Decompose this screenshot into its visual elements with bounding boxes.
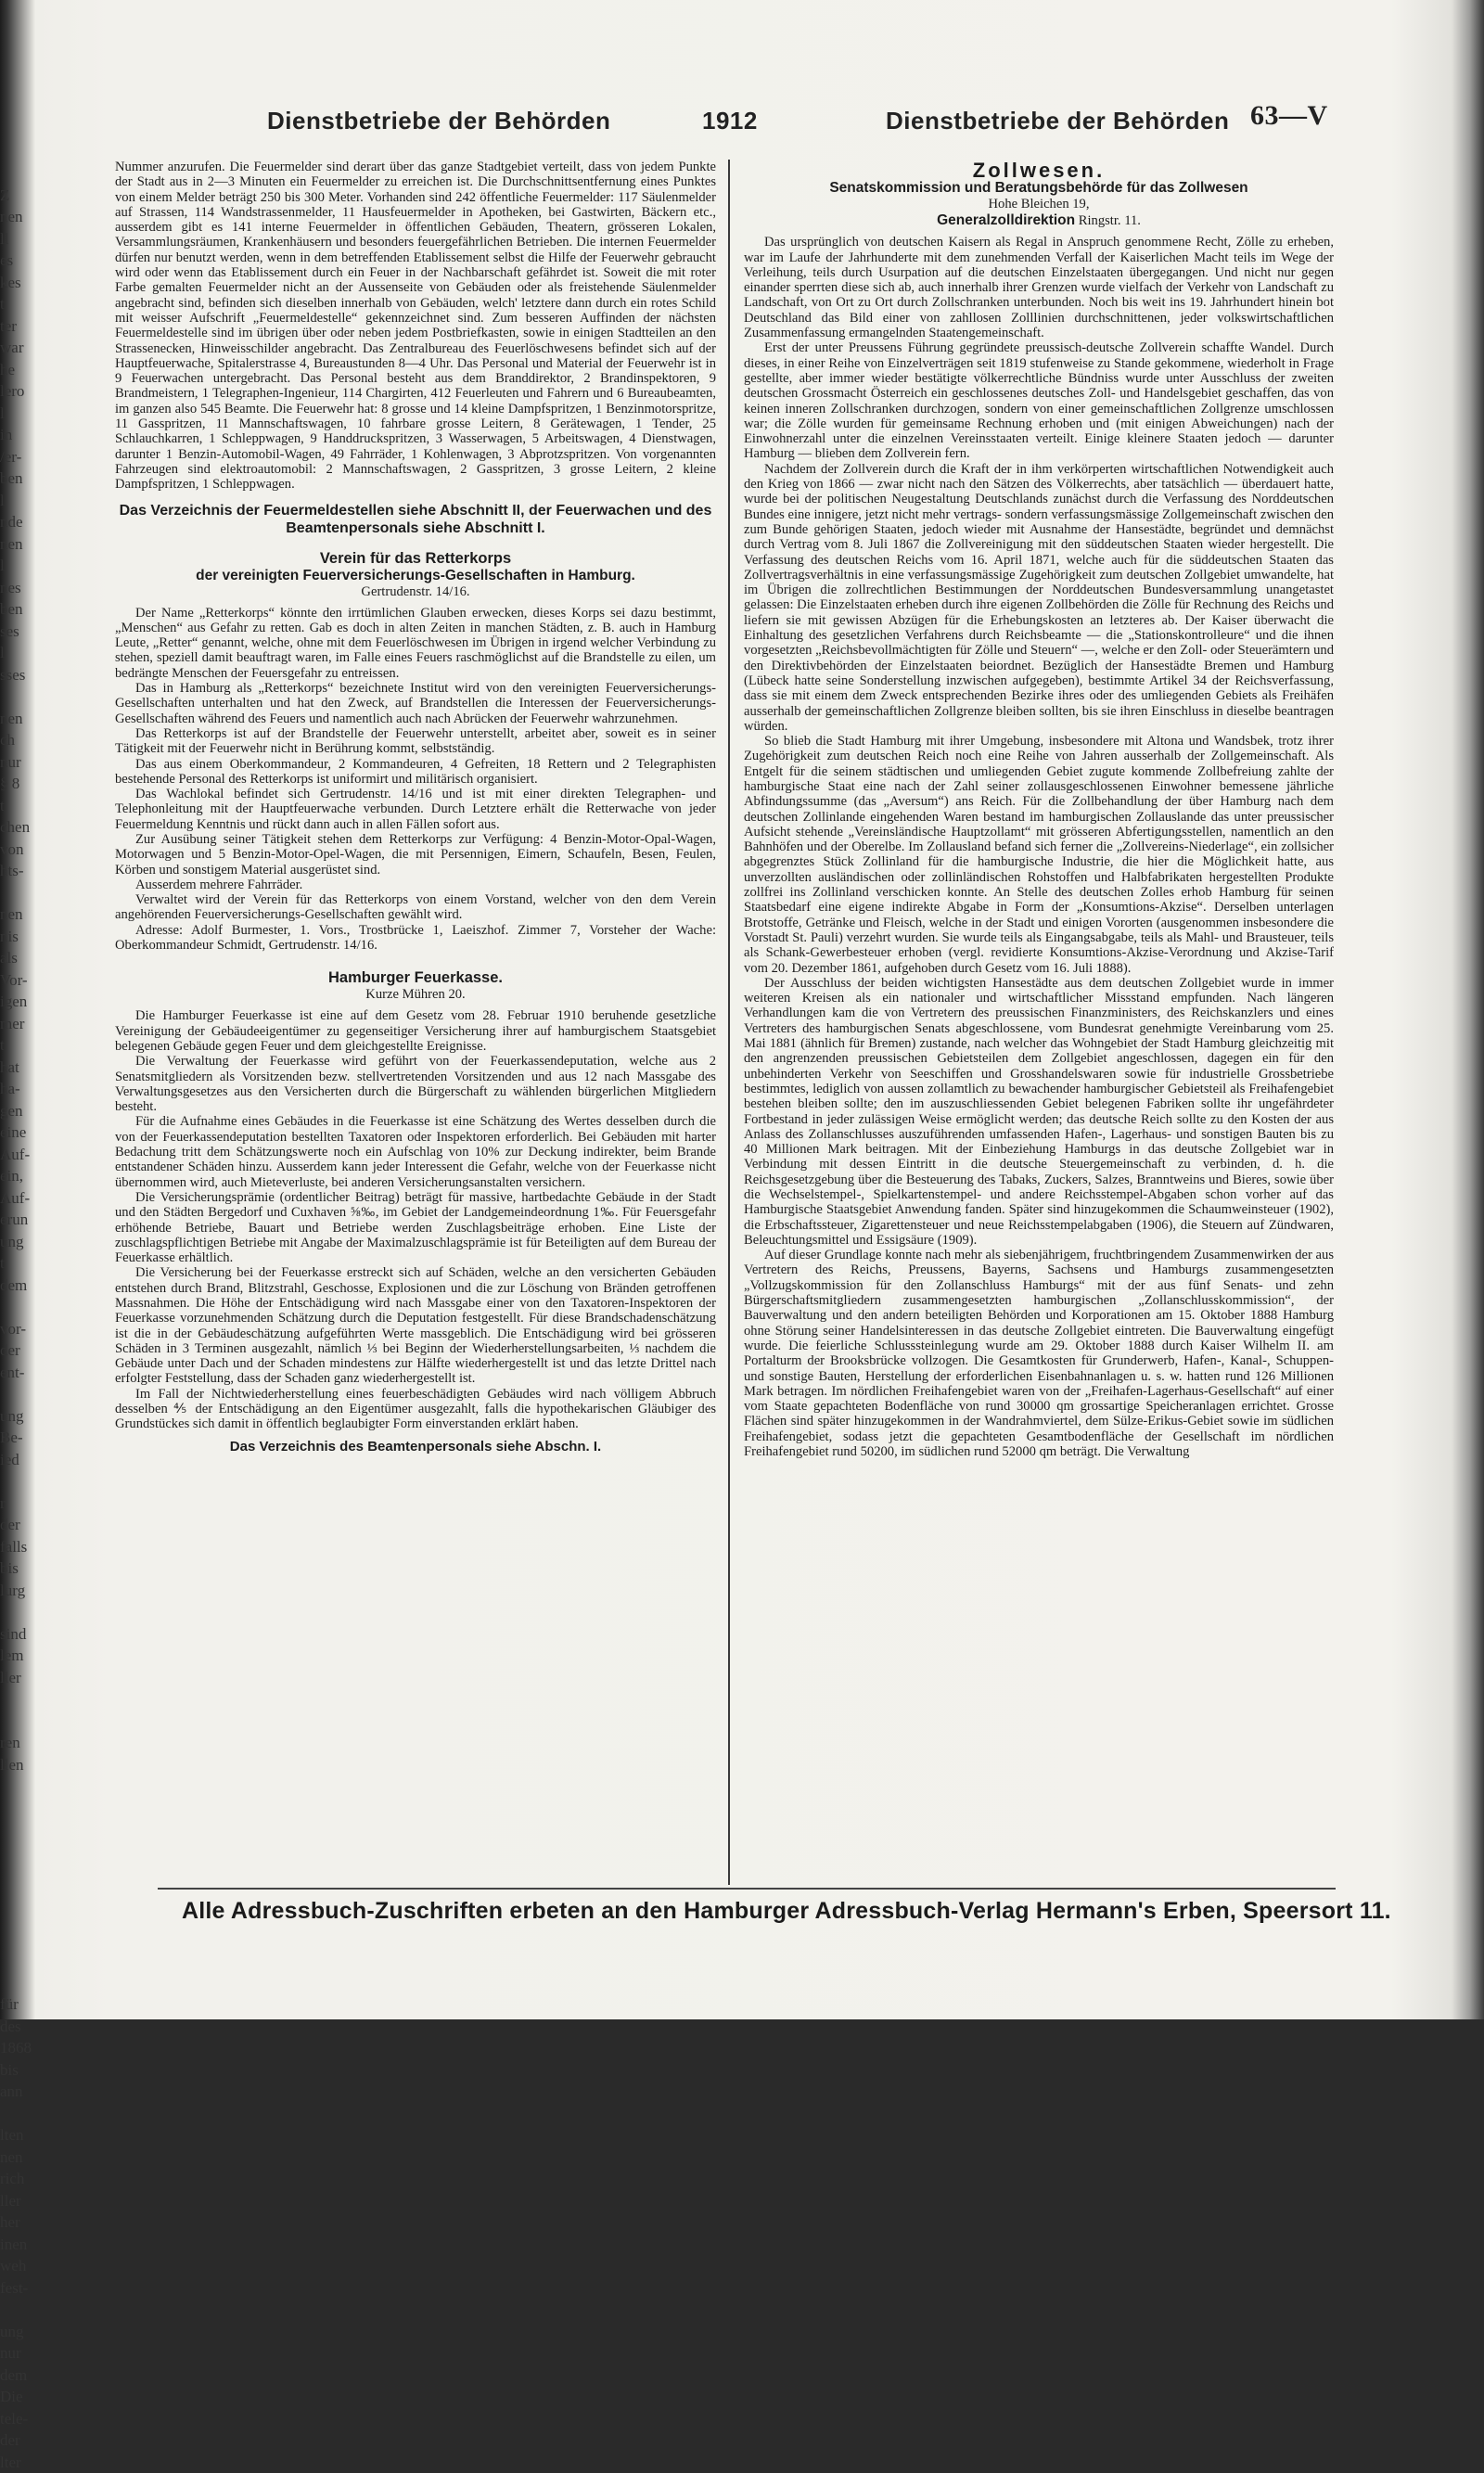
margin-fragment: nur <box>0 2342 37 2364</box>
margin-fragment <box>0 1863 37 1885</box>
zollwesen-subheading: Senatskommission und Beratungsbehörde für das Zollwesen <box>744 180 1334 197</box>
intro-paragraph: Nummer anzurufen. Die Feuermelder sind derart über das ganze Stadtgebiet verteilt, dass von jedem Punkte der Stadt aus in 2—3 Minuten ein Feuermelder zu erreichen ist. Die Durchschnittsentfernung eines Punktes von einem Melder beträgt 250 bis 300 Meter. Vorhanden sind 242 öffentliche Feuermelder: 117 Säulenmelder auf Strassen, 114 Wandstrassenmelder, 11 Hausfeuermelder in Apotheken, bei Gastwirten, Bäckern etc., ausserdem gibt es 141 interne Feuermelder in öffentlichen Gebäuden, Theatern, grösseren Lokalen, Versammlungsräumen, Krankenhäusern und besonders feuergefährlichen Betrieben. Die internen Feuermelder dürfen nur benutzt werden, wenn in dem betreffenden Etablissement selbst die Hilfe der Feuerwehr gebraucht wird oder wenn das Etablissement durch ein Feuer in der Nachbarschaft gefährdet ist. Soweit die mit roter Farbe gemalten Feuermelder nicht an der Aussenseite von Gebäuden oder als freistehende Säulenmelder angebracht sind, befinden sich dieselben innerhalb von Gebäuden, welch' letztere dann durch ein rotes Schild mit weisser Aufschrift „Feuermeldestelle“ gekennzeichnet sind. Zum besseren Auffinden der nächsten Feuermeldestelle sind im übrigen über oder neben jedem Postbriefkasten, sowie in einigen Stadtteilen an den Strassenecken, Hinweisschilder angebracht. Das Zentralbureau des Feuerlöschwesens befindet sich auf der Hauptfeuerwache, Spitalerstrasse 4, Bureaustunden 8—4 Uhr. Das Personal und Material der Feuerwehr ist in 9 Feuerwachen untergebracht. Das Personal besteht aus dem Branddirektor, 2 Brandinspektoren, 9 Brandmeistern, 1 Telegraphen-Ingenieur, 114 Chargirten, 412 Feuerleuten und Fahrern und 6 Bureaubeamten, im ganzen also 545 Beamte. Die Feuerwehr hat: 8 grosse und 14 kleine Dampfspritzen, 1 Benzinmotorspritze, 11 Gasspritzen, 11 Mannschaftswagen, 10 fahrbare grosse Leitern, 8 Gerätewagen, 1 Tender, 25 Schlauchkarren, 1 Schleppwagen, 9 Handdruckspritzen, 3 Wasserwagen, 5 Arbeitswagen, 4 Dienstwagen, darunter 1 Benzin-Automobil-Wagen, 49 Fahrräder, 1 Kohlenwagen, 3 Abprotzspritzen. Von vorgenannten Fahrzeugen sind elektroautomobil: 2 Mannschaftswagen, 2 Gasspritzen, 3 grosse Leitern, 2 kleine Dampfspritzen, 1 Schleppwagen. <box>115 160 716 493</box>
running-head-year: 1912 <box>702 107 758 135</box>
margin-fragment: Z <box>0 185 37 207</box>
retterkorps-paragraph: Ausserdem mehrere Fahrräder. <box>115 878 716 892</box>
margin-fragment: als <box>0 947 37 969</box>
feuerkasse-paragraph: Im Fall der Nichtwiederherstellung eines feuerbeschädigten Gebäudes wird nach völligem Abbruch desselben ⅘ der Entschädigung an den Eigentümer ausgezahlt, falls die hypothekarischen Gläubiger des Grundstückes sich damit in öffentlich beglaubigter Form einverstanden erklärt haben. <box>115 1387 716 1432</box>
margin-fragment: von <box>0 839 37 861</box>
margin-fragment <box>0 1775 37 1798</box>
publisher-footer: Alle Adressbuch-Zuschriften erbeten an den Hamburger Adressbuch-Verlag Hermann's Erben, Speersort 11. <box>182 1898 1391 1925</box>
feuerkasse-paragraph: Die Hamburger Feuerkasse ist eine auf dem Gesetz vom 28. Februar 1910 beruhende gesetzliche Vereinigung der Gebäudeeigentümer zu gegenseitiger Versicherung ihrer auf hamburgischem Staatsgebiet belegenen Gebäude gegen Feuer und dem gleichgestellte Ereignisse. <box>115 1008 716 1054</box>
left-column <box>115 160 716 1890</box>
margin-fragment: fest- <box>0 2277 37 2300</box>
zollwesen-paragraph: Nachdem der Zollverein durch die Kraft der in ihm verkörperten wirtschaftlichen Notwendigkeit auch den Krieg von 1866 — zwar nicht nach den Sätzen des Völkerrechts, aber tatsächlich — überdauert hatte, wurde bei der politischen Neugestaltung Deutschlands zunächst durch die Verfassung des Norddeutschen Bundes eine innigere, jetzt nicht mehr vertrags- sondern verfassungsmässige Zollgemeinschaft zwischen den zum Bunde gehörigen Staaten, jedoch wieder mit Ausnahme der Hansestädte, begründet und demnächst durch Vertrag vom 8. Juli 1867 die Zollvereinigung mit den süddeutschen Staaten wieder hergestellt. Die Verfassung des deutschen Reichs vom 16. April 1871, welche auch für die süddeutschen Staaten das Zollvertragsverhältnis in eine verfassungsmässige Zugehörigkeit zum deutschen Zollgebiet umwandelte, hat im Übrigen die zollrechtlichen Bestimmungen der Norddeutschen Bundesversammlung unangetastet gelassen: Die Einzelstaaten erheben durch ihre eigenen Zollbehörden die Zölle für Rechnung des Reichs und liefern sie mit gewissen Abzügen für die Erhebungskosten an letzteres ab. Der Kaiser überwacht die Einhaltung des gesetzlichen Verfahrens durch Reichsbeamte — die „Stationskontrolleure“ und die ihnen vorgesetzten „Reichsbevollmächtigten für Zölle und Steuern“ —, welche er den Zoll- oder Steuerämtern und den Direktivbehörden der Einzelstaaten beiordnet. Bezüglich der Hansestädte Bremen und Hamburg (Lübeck hatte seine Sonderstellung inzwischen aufgegeben), bestimmte Artikel 34 der Reichsverfassung, dass sie mit einem dem Zweck entsprechenden Bezirke ihres oder des umliegenden Gebiets als Freihäfen ausserhalb der gemeinschaftlichen Zollgrenze bleiben sollten, bis sie ihren Einschluss in dieselbe beantragen würden. <box>744 462 1334 734</box>
zollwesen-paragraph: So blieb die Stadt Hamburg mit ihrer Umgebung, insbesondere mit Altona und Wandsbek, trotz ihrer Zugehörigkeit zum deutschen Reich noch eine Reihe von Jahren ausserhalb der Zollgemeinschaft. Als Entgelt für die seinem städtischen und umliegenden Gebiet zugute kommende Zollbefreiung zahlte der hamburgische Staat eine nach der Zahl seiner zollausgeschlossenen Einwohner bemessene jährliche Abfindungssumme (das „Aversum“) ans Reich. Für die Zollbehandlung der über Hamburg nach dem deutschen Zollinlande eingehenden Waren bestand im hamburgischen Zollauslande das unter preussischer Aufsicht stehende „Vereinsländische Hauptzollamt“ mit grösseren Abfertigungsstellen, namentlich an den Bahnhöfen und der Oberelbe. Im Zollausland befand sich ferner die „Zollvereins-Niederlage“, ein zollsicher abgegrenztes Stück Zollinland für die hamburgische Industrie, die hier die Möglichkeit hatte, aus unverzollten ausländischen oder zollinländischen Rohstoffen und Halbfabrikaten hergestellten Produkte zollfrei ins Zollinland verschicken konnte. An Stelle des deutschen Zolles erhob Hamburg für seinen Staatsbedarf eine eigene indirekte Abgabe in Form der „Konsumtions-Akzise“. Derselben unterlagen Brotstoffe, Getränke und Fleisch, welche in der Stadt und einigen Vororten (ausgenommen insbesondere die Vorstadt St. Pauli) verzehrt wurden. Sie wurde teils als Eingangsabgabe, teils als Mahl- und Brausteuer, teils als Schank-Gewerbesteuer erhoben (vergl. revidierte Konsumtions-Akzise-Verordnung und Akzise-Tarif vom 20. Dezember 1861, aufgehoben durch Gesetz vom 16. Juli 1888). <box>744 734 1334 976</box>
margin-fragment <box>0 1928 37 1951</box>
margin-fragment: gen <box>0 1100 37 1122</box>
margin-fragment: eine <box>0 1121 37 1144</box>
margin-fragment <box>0 1819 37 1841</box>
margin-fragment: Vor- <box>0 969 37 992</box>
margin-fragment: ses <box>0 621 37 643</box>
margin-fragment: ben <box>0 598 37 621</box>
margin-fragment: l <box>0 403 37 425</box>
margin-fragment: in <box>0 424 37 446</box>
margin-fragment: lter <box>0 2452 37 2473</box>
feuerkasse-paragraph: Die Versicherungsprämie (ordentlicher Beitrag) beträgt für massive, hartbedachte Gebäude in der Stadt und den Städten Bergedorf und Cuxhaven ⅝‰, im Gebiet der Landgemeindeordnung 1‰. Für Feuersgefahr erhöhende Betriebe, Bauart und Betriebe werden Zuschlagsbeiträge erhoben. Eine Liste der zuschlagspflichtigen Betriebe mit Angabe der Maximalzuschlagsprämie ist für Beteiligten auf dem Bureau der Feuerkasse erhältlich. <box>115 1190 716 1265</box>
margin-fragment: ller <box>0 1667 37 1689</box>
margin-fragment: nen <box>0 708 37 730</box>
margin-fragment: t <box>0 795 37 817</box>
margin-fragment <box>0 882 37 904</box>
margin-fragment: der <box>0 1514 37 1536</box>
feuerkasse-heading: Hamburger Feuerkasse. <box>115 969 716 987</box>
margin-fragment: ren <box>0 1732 37 1754</box>
margin-fragment: lurg <box>0 1580 37 1602</box>
margin-fragment: falls <box>0 1536 37 1558</box>
margin-fragment: des <box>0 2016 37 2038</box>
feuerkasse-body <box>115 1008 716 1431</box>
margin-fragment: ung <box>0 1231 37 1253</box>
margin-fragment: r <box>0 1493 37 1515</box>
feuerkasse-paragraph: Die Versicherung bei der Feuerkasse erstreckt sich auf Schäden, welche an den versicherten Gebäuden entstehen durch Brand, Blitzstrahl, Geschosse, Explosionen und die zur Löschung von Bränden getroffenen Massnahmen. Die Höhe der Entschädigung wird nach Massgabe einer von den Taxatoren-Inspektoren der Feuerkasse vorzunehmenden Schätzung durch die Deputation festgestellt. Für diese Brandschadenschätzung ist die in der Gebäudeschätzung aufgeführten Werte massgeblich. Die Entschädigung wird bei grösseren Schäden in 3 Terminen ausgezahlt, nämlich ⅓ bei Beginn der Wiederherstellungsarbeiten, ⅓ nachdem die Gebäude unter Dach und der Schaden mindestens zur Hälfte wiederhergestellt ist und das letzte Drittel nach erfolgter Feststellung, dass der Schaden ganz wiederhergestellt ist. <box>115 1265 716 1386</box>
margin-fragment: Die <box>0 2386 37 2408</box>
margin-fragment: ein, <box>0 1165 37 1187</box>
margin-fragment <box>0 1601 37 1623</box>
retterkorps-paragraph: Das Wachlokal befindet sich Gertrudenstr. 14/16 und ist mit einer direkten Telegraphen- und Telephonleitung mit der Hauptfeuerwache verbunden. Durch Letztere erhält die Retterwache von jeder Feuermeldung Kenntnis und rückt dann auch in allen Fällen sofort aus. <box>115 787 716 832</box>
running-head-left: Dienstbetriebe der Behörden <box>267 107 610 135</box>
margin-fragment: he <box>0 359 37 381</box>
margin-fragment <box>0 1885 37 1907</box>
margin-fragment <box>0 1688 37 1711</box>
zollwesen-address-2: Ringstr. 11. <box>1079 213 1141 228</box>
retterkorps-heading: Verein für das Retterkorps <box>115 550 716 568</box>
margin-fragment: inen <box>0 2234 37 2256</box>
margin-fragment: lten <box>0 2124 37 2146</box>
retterkorps-paragraph: Verwaltet wird der Verein für das Retterkorps von einem Vorstand, welcher von den dem Verein angehörenden Feuerversicherungs-Gesellschaften gewählt wird. <box>115 892 716 923</box>
margin-fragment: ll <box>0 228 37 250</box>
margin-fragment: ung <box>0 2321 37 2343</box>
feuerkasse-address: Kurze Mühren 20. <box>115 987 716 1003</box>
margin-fragment: hat <box>0 1057 37 1079</box>
margin-fragment: lero <box>0 380 37 403</box>
margin-fragment: chen <box>0 816 37 839</box>
feuerkasse-paragraph: Für die Aufnahme eines Gebäudes in die Feuerkasse ist eine Schätzung des Wertes desselben durch die von der Feuerkassendeputation bestellten Taxatoren oder Inspektoren erforderlich. Bei Gebäuden mit harter Bedachung tritt dem Schätzungswerte noch ein Aufschlag von 10% zur Deckung indirekter, beim Brande entstandener Schäden hinzu. Ausserdem kann jeder Interessent die Gefahr, welche von der Feuerkasse nicht übernommen wird, auch Mieteverluste, bei anderen Versicherungsanstalten versichern. <box>115 1114 716 1189</box>
margin-fragment <box>0 1972 37 1994</box>
zollwesen-address-1: Hohe Bleichen 19, <box>744 197 1334 212</box>
margin-fragment: ha- <box>0 1078 37 1100</box>
margin-fragment: mer <box>0 1013 37 1035</box>
margin-fragment <box>0 1470 37 1493</box>
retterkorps-paragraph: Das Retterkorps ist auf der Brandstelle der Feuerwehr unterstellt, arbeitet aber, soweit es in seiner Tätigkeit mit der Feuerwehr nicht in Berührung kommt, selbstständig. <box>115 726 716 757</box>
margin-fragment: nen <box>0 2146 37 2169</box>
margin-fragment: kes <box>0 272 37 294</box>
margin-fragment: weh <box>0 2255 37 2277</box>
margin-fragment: t <box>0 293 37 315</box>
margin-fragment: § 8 <box>0 773 37 795</box>
margin-fragment: ung <box>0 1405 37 1428</box>
margin-fragment: l <box>0 490 37 512</box>
retterkorps-body <box>115 606 716 954</box>
margin-fragment: ent- <box>0 1362 37 1384</box>
margin-fragment <box>0 686 37 708</box>
margin-fragment: es <box>0 250 37 272</box>
margin-fragment <box>0 2103 37 2125</box>
margin-fragment: 1868 <box>0 2037 37 2059</box>
margin-fragment: sses <box>0 664 37 686</box>
running-head-right: Dienstbetriebe der Behörden <box>886 107 1229 135</box>
margin-fragment: lem <box>0 1645 37 1667</box>
column-divider <box>728 160 730 1885</box>
margin-fragment <box>0 1798 37 1820</box>
zollwesen-heading: Zollwesen. <box>744 163 1334 178</box>
margin-fragment: war <box>0 337 37 359</box>
page-number: 63—V <box>1250 100 1328 132</box>
margin-fragment <box>0 1950 37 1972</box>
margin-fragment: bis <box>0 1557 37 1580</box>
margin-fragment: nen <box>0 206 37 228</box>
margin-fragment: tele- <box>0 2408 37 2430</box>
margin-fragment: nde <box>0 511 37 533</box>
zollwesen-body <box>744 235 1334 1459</box>
margin-fragment <box>0 1711 37 1733</box>
reference-note-1: Das Verzeichnis der Feuermeldestellen siehe Abschnitt II, der Feuerwachen und des Beamtenpersonals siehe Abschnitt I. <box>115 502 716 537</box>
retterkorps-paragraph: Zur Ausübung seiner Tätigkeit stehen dem Retterkorps zur Verfügung: 4 Benzin-Motor-Opal-Wagen, Motorwagen und 5 Benzin-Motor-Opel-Wagen, die mit Persennigen, Eimern, Schaufeln, Besen, Feulen, Körben und sonstigem Material ausgerüstet sind. <box>115 832 716 878</box>
retterkorps-address: Gertrudenstr. 14/16. <box>115 584 716 600</box>
margin-fragment: der <box>0 1339 37 1362</box>
margin-fragment: der <box>0 2429 37 2452</box>
footer-rule <box>158 1888 1336 1890</box>
retterkorps-subheading: der vereinigten Feuerversicherungs-Gesellschaften in Hamburg. <box>115 568 716 584</box>
margin-fragment: ller <box>0 2190 37 2212</box>
margin-fragment: igen <box>0 991 37 1013</box>
margin-fragment: dem <box>0 2364 37 2387</box>
zollwesen-paragraph: Erst der unter Preussens Führung gegründete preussisch-deutsche Zollverein schaffte Wandel. Durch dieses, in einer Reihe von Einzelverträgen seit 1819 stufenweise zu Stande gekommene, wiederholt in Frage gestellte, aber immer wieder bestätigte völkerrechtliche Bündniss wurde unter Ausschluss der zweiten deutschen Grossmacht Österreich ein geschlossenes deutsches Zoll- und Handelsgebiet geschaffen, das von keinen inneren Zollschranken durchzogen, sondern von einer gemeinschaftlichen Zollgrenze umschlossen war; die Zölle wurden für gemeinsame Rechnung erhoben und (mit einigen Abweichungen) nach der Einwohnerzahl unter die einzelnen Vereinsstaaten verteilt. Einige kleinere Staaten jedoch — darunter Hamburg — blieben dem Zollverein fern. <box>744 340 1334 461</box>
margin-fragment: Auf- <box>0 1144 37 1166</box>
margin-fragment: t <box>0 1034 37 1057</box>
margin-fragment: l <box>0 642 37 664</box>
retterkorps-paragraph: Das in Hamburg als „Retterkorps“ bezeichnete Institut wird von den vereinigten Feuerversicherungs-Gesellschaften unterhalten und hat den Zweck, auf Brandstellen die Interessen der Feuerversicherungs-Gesellschaften während des Feuers und namentlich auch nach Abrücken der Feuerwehr wahrzunehmen. <box>115 681 716 726</box>
margin-fragment: nur <box>0 751 37 774</box>
margin-fragment: Auf- <box>0 1187 37 1210</box>
margin-fragment <box>0 1906 37 1928</box>
margin-fragment: nen <box>0 903 37 926</box>
margin-fragment: vor- <box>0 1318 37 1340</box>
margin-fragment: ter <box>0 315 37 338</box>
margin-fragment: llen <box>0 1754 37 1776</box>
margin-fragment: rich <box>0 2168 37 2190</box>
zollwesen-paragraph: Auf dieser Grundlage konnte nach mehr als siebenjährigem, fruchtbringendem Zusammenwirken der aus Vertretern des Reichs, Preussens, Bayerns, Sachsens und Hamburgs zusammengesetzten „Vollzugskommission für den Zollanschluss Hamburgs“ mit der aus fünf Senats- und zehn Bürgerschaftsmitgliedern zusammengesetzten hamburgischen „Zollanschlusskommission“, der Bauverwaltung und den andern beteiligten Behörden und Korporationen am 15. Oktober 1888 Hamburg ohne Störung seiner Handelsinteressen in das deutsche Zollgebiet eintreten. Die Bauverwaltung eingefügt wurde. Die feierliche Schlusssteinlegung wurde am 29. Oktober 1888 durch Kaiser Wilhelm II. am Portalturm der Brooksbrücke vollzogen. Die Gesamtkosten für Grunderwerb, Hafen-, Kanal-, Schuppen- und sonstige Bauten, Herstellung der erforderlichen Eisenbahnanlagen u. s. w. hatten rund 126 Millionen Mark betragen. Im nördlichen Freihafengebiet waren von der „Freihafen-Lagerhaus-Gesellschaft“ auf einer vom Staate gepachteten Bodenfläche von rund 30000 qm grossartige Speicheranlagen errichtet. Grosse Flächen sind später hinzugekommen in der Wandrahmviertel, dem Sülze-Erikus-Gebiet sowie im südlichen Freihafengebiet, sodass jetzt die gepachteten Gesamtbodenfläche der Gesellschaft im nördlichen Freihafengebiet rund 50200, im südlichen rund 52000 qm beträgt. Die Verwaltung <box>744 1248 1334 1459</box>
margin-fragment: her <box>0 2211 37 2234</box>
retterkorps-paragraph: Das aus einem Oberkommandeur, 2 Kommandeuren, 4 Gefreiten, 18 Rettern und 2 Telegraphisten bestehende Personal des Retterkorps ist uniformirt und militärisch organisiert. <box>115 757 716 788</box>
margin-fragment <box>0 2299 37 2321</box>
generalzolldirektion-line <box>744 212 1334 229</box>
margin-fragment: l <box>0 555 37 577</box>
reference-note-2: Das Verzeichnis des Beamtenpersonals siehe Abschn. I. <box>115 1438 716 1455</box>
margin-fragment: hts- <box>0 860 37 882</box>
margin-fragment: für <box>0 1993 37 2016</box>
generalzolldirektion-label: Generalzolldirektion <box>937 212 1075 228</box>
margin-fragment <box>0 162 37 185</box>
retterkorps-paragraph: Der Name „Retterkorps“ könnte den irrtümlichen Glauben erwecken, dieses Korps sei dazu bestimmt, „Menschen“ aus Gefahr zu retten. Gab es doch in alten Zeiten in manchen Städten, z. B. auch in Hamburg Leute, „Retter“ genannt, welche, ohne mit dem Feuerlöschwesen im Übrigen in irgend welcher Verbindung zu stehen, speziell damit beauftragt waren, im Falle eines Feuers raschmöglichst auf die Brandstelle zu eilen, um bedrängte Menschen der Feuersgefahr zu entreissen. <box>115 606 716 681</box>
margin-fragment: ch <box>0 729 37 751</box>
feuerkasse-paragraph: Die Verwaltung der Feuerkasse wird geführt von der Feuerkassendeputation, welche aus 2 Senatsmitgliedern als Vorsitzenden bezw. stellvertretenden Vorsitzenden und aus 12 nach Massgabe des Verwaltungsgesetzes aus den Versicherten durch die Bürgerschaft zu wählenden bürgerlichen Mitgliedern besteht. <box>115 1054 716 1114</box>
margin-fragment: Be- <box>0 1427 37 1449</box>
previous-page-margin <box>0 162 37 1953</box>
zollwesen-paragraph: Der Ausschluss der beiden wichtigsten Hansestädte aus dem deutschen Zollgebiet wurde in immer weiteren Kreisen als ein nationaler und wirtschaftlicher Missstand empfunden. Nach längeren Verhandlungen kam die von Vertretern des preussischen Finanzministers, des Reichskanzlers und eines Vertreters des hamburgischen Senats abgeschlossene, vom Bundesrat genehmigte Vereinbarung vom 25. Mai 1881 (ähnlich für Bremen) zustande, nach welcher das Wohngebiet der Stadt Hamburg gleichzeitig mit den angrenzenden preussischen Gebietsteilen dem Zollgebiet angeschlossen, dagegen ein für den unbehinderten Verkehr von Seeschiffen und Grosshandelswaren sowie für industrielle Grossbetriebe bestimmtes, lediglich von aussen zollamtlich zu bewachender hamburgischer Gebietsteil als Freihafengebiet bestehen bleiben sollte; den im auszuschliessenden Gebiet belegenen Fabriken sollte ihr ungefährdeter Fortbestand in jeder zulässigen Weise ermöglicht werden; das deutsche Reich sollte zu den Kosten der aus Anlass des Zollanschlusses auszuführenden umfassenden Hafen-, Lagerhaus- und sonstigen Bauten bis zu 40 Millionen Mark beitragen. Mit der Einbeziehung Hamburgs in das deutsche Zollgebiet war in Verbindung mit dessen Eintritt in die deutsche Steuergemeinschaft zu verbinden, d. h. die Reichsgesetzgebung über die Besteuerung des Tabaks, Zuckers, Salzes, Branntweins und Bieres, sowie über die Wechselstempel-, Spielkartenstempel- und andere Reichsstempel-Abgaben schon vorher auf das Hamburgische Staatsgebiet Anwendung fanden. Später sind hinzugekommen die Schaumweinsteuer (1902), die Erbschaftssteuer, Zigarettensteuer und neue Reichsstempelabgaben (1906), die Steuern auf Zündwaren, Beleuchtungsmittel und Essigsäure (1909). <box>744 976 1334 1248</box>
margin-fragment: /er- <box>0 446 37 468</box>
margin-fragment: ann <box>0 2081 37 2103</box>
margin-fragment: erun <box>0 1209 37 1231</box>
margin-fragment: nes <box>0 577 37 599</box>
margin-fragment: ben <box>0 468 37 490</box>
margin-fragment: nis <box>0 926 37 948</box>
margin-fragment <box>0 1383 37 1405</box>
margin-fragment: nen <box>0 533 37 556</box>
zollwesen-paragraph: Das ursprünglich von deutschen Kaisern als Regal in Anspruch genommene Recht, Zölle zu erheben, war im Laufe der Jahrhunderte mit dem zunehmenden Verfall der Kaiserlichen Macht teils im Wege der Verleihung, teils durch Usurpation auf die deutschen Einzelstaaten übergegangen. Und nicht nur gegen einander sperrten diese sich ab, auch innerhalb ihrer Grenzen wurde vielfach der Verkehr von Landschaft zu Landschaft, von Ort zu Ort durch Zollschranken unterbunden. Noch bis weit ins 19. Jahrhundert hinein bot Deutschland das Bild einer von zahllosen Zolllinien durchschnittenen, jeder volkswirtschaftlichen Zusammenfassung ermangelnden Staatengemeinschaft. <box>744 235 1334 340</box>
margin-fragment: sind <box>0 1623 37 1646</box>
margin-fragment <box>0 1841 37 1864</box>
margin-fragment <box>0 1296 37 1318</box>
margin-fragment: bis <box>0 2059 37 2082</box>
margin-fragment: dem <box>0 1275 37 1297</box>
margin-fragment: t <box>0 1252 37 1275</box>
margin-fragment: ied <box>0 1449 37 1471</box>
right-column <box>744 160 1334 1885</box>
retterkorps-paragraph: Adresse: Adolf Burmester, 1. Vors., Trostbrücke 1, Laeiszhof. Zimmer 7, Vorsteher der Wache: Oberkommandeur Schmidt, Gertrudenstr. 14/16. <box>115 923 716 954</box>
